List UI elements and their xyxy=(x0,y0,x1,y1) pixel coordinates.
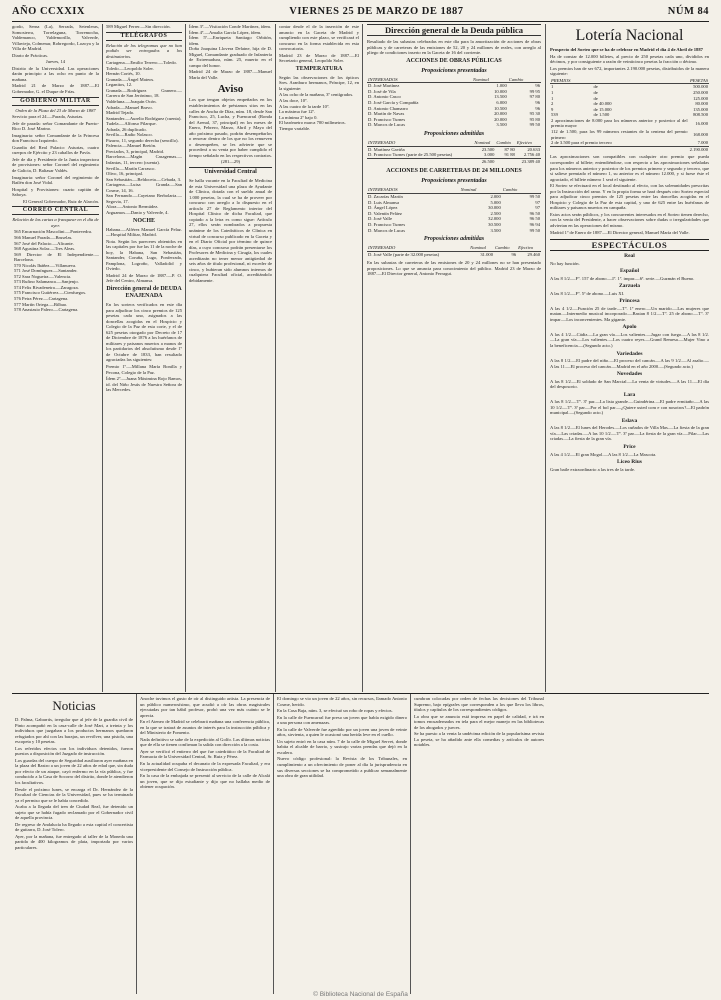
table-cell: D. José Valle xyxy=(368,216,393,222)
theatre-program: A las 8 1/2.—El lunes del Herodes.—Los cuñados de Villa Mas.—La fiesta de la gran vía.—Las criadas.—A las 10 1/2.—Tº. 3º par.—La fiesta de la gran vía.—Pilar.—Las criadas.—La fiesta de la gran vía. xyxy=(550,425,709,442)
list-item: Adrada.—Manuel Bravo. xyxy=(106,104,153,110)
theatre-name: Lara xyxy=(623,391,636,398)
section-heading-temperatura: TEMPERATURA xyxy=(295,65,343,72)
table-cell: 96 xyxy=(535,100,540,106)
table-cell: 13.500 xyxy=(494,94,507,100)
table-cell: 250.000 xyxy=(693,89,708,95)
table-subheading: Proposiciones admitidas xyxy=(423,236,485,243)
list-item: Valdeluna.—Joaquín Ocón. xyxy=(106,99,157,105)
table-row xyxy=(367,251,541,257)
table-cell: 23.500 xyxy=(481,146,495,152)
text-block: Los premios han de ser 672, importantes 2.190.000 pesetas, distribuidos de la manera siguiente: xyxy=(550,65,709,77)
text-block: Los que tengan objetos empeñados en los establecimientos de préstamos sitos en las calles de Ancha de Díaz, núm. 18, desde San Francisco, 25, Lucha, y Fuencarral (Ronda del Arenal, 37, principal) en los meses de Enero, Febrero, Marzo, Abril y Mayo del año próximo pasado, podrán desempeñarlos o renovar dentro de los que no los renueven o desempeñen, se les advierte que se procederá a su venta por haber cumplido el tiempo señalado en los respectivos contratos. xyxy=(189,97,272,158)
table-header: Efectivo xyxy=(516,140,541,146)
table-heading-carreteras: ACCIONES DE CARRETERAS DE 24 MILLONES xyxy=(386,168,522,175)
table-row xyxy=(550,129,709,140)
text-block: En las subastas de carreteras de las emisiones de 20 y 24 millones no se han presentado proposiciones. Lo que se anuncia para conocimiento del público. Madrid 23 de Marzo de 1887.—El Director general, Antonio Ferragut. xyxy=(367,260,541,277)
table-cell: 96 50 xyxy=(529,216,540,222)
text-block: Hospital y Provisiones: cuarto capitán de Saboya. xyxy=(12,186,99,198)
table-cell: D. José García y Compañía xyxy=(368,100,419,106)
table-row xyxy=(367,122,541,128)
list-item: A las doce, 10º. xyxy=(279,98,308,104)
table-cell: D. Valentín Peláez xyxy=(368,210,402,216)
text-block: Resultado de las subastas celebradas en este día para la amortización de acciones de obras públicas y de carreteras de las emisiones de 52, 20 y 24 millones de reales, con arreglo al pliego de condiciones inserto en la Gaceta de 16 del corriente. xyxy=(367,39,541,56)
list-item: La mínima 2º bajo 0. xyxy=(279,114,318,120)
text-block: En los sorteos verificados en este día para adjudicar los cinco premios de 125 pesetas cada uno, asignados a las doncellas acogidas en el Hospicio y Colegio de la Paz de esta corte, y el de 625 pesetas otorgado por Decreto de 17 de Diciembre de 1876 a los huérfanos de militares y paisanos muertos a manos de los partidarios del absolutismo desde 1º de Octubre de 1833, han resultado agraciadas las siguientes: xyxy=(106,301,182,363)
table-cell: D. Martínez Gaviña xyxy=(368,146,405,152)
list-item: 576 Petra Pérez.—Cartagena. xyxy=(14,295,69,301)
theatre-program: A las 8 1/2.—El padre del niño.—El proceso del cancán.—A las 9 1/2.—Al asalto.—A las 11.—El proceso del cancán.—Madrid en el año 2000.—(Segundo acto.) xyxy=(550,358,709,369)
list-item: Cartagena.—Emilio Terrero.—Toledo. xyxy=(106,60,177,66)
table-premios xyxy=(550,78,709,153)
table-header: INTERESADO xyxy=(367,245,469,251)
signature: El General Gobernador, Ruiz de Alarcón. xyxy=(23,198,99,204)
list-item: Adrada, 26 duplicado. xyxy=(106,126,147,132)
library-watermark: © Biblioteca Nacional de España xyxy=(313,991,408,998)
text-block: Relación de los telegramas que no han podido ser entregados a los destinatarios. xyxy=(106,42,182,59)
text-block: Diario de Prácticas. xyxy=(12,52,49,58)
text-block: Premio 1º.—Millana María Bonilla y Pecona, Colegio de la Paz. xyxy=(106,363,182,375)
table-cell: D. Marcos de Lucas xyxy=(368,122,405,128)
text-block: Nuevo código profesional: la Revista de los Tribunales, en cumplimiento a un ofrecimiento de poner al día la jurisprudencia en sus diversas secciones se ha comprometido a publicar semanalmente una obra de gran utilidad. xyxy=(277,756,407,779)
theatre-name: Liceo Rius xyxy=(617,459,642,466)
table-cell: 539 xyxy=(551,112,558,118)
table-cell: D. Marcos de Lucas xyxy=(368,227,405,233)
section-heading-deuda-enajenada: Dirección general de DEUDA ENAJENADA xyxy=(106,285,182,299)
column-4 xyxy=(275,24,362,692)
table-cell: 168.000 xyxy=(693,131,708,137)
table-cell: 2.000 xyxy=(490,193,501,199)
list-item: Sevilla.—Martín Carrasco. xyxy=(106,165,156,171)
table-cell: D. Antonio Casco xyxy=(368,94,401,100)
section-heading-espectaculos: ESPECTÁCULOS xyxy=(550,239,709,251)
table-cell: D. Martín de Navas xyxy=(368,111,405,117)
signature: Madrid 21 de Marzo de 1887.—El Gobernador, G. el Duque de Frías. xyxy=(12,83,99,95)
table-cell: 96 50 xyxy=(529,210,540,216)
table-cell: 99 50 xyxy=(529,227,540,233)
table-cell: 96 xyxy=(511,251,517,257)
list-item: 571 José Domínguez.—Santander. xyxy=(14,268,78,274)
table-cell: D. José Valle (parte de 32.000 pesetas) xyxy=(368,251,440,257)
theatre-program: A las 4 1/2.—Función 25 de tarde.—Tº. 1º enero.—Un marido.—Las mujeres que matan.—Intermedio musical incorporado.—Bastan 8 1/2.—Tº. 25 de abono.—Tº. 3º impar.—Los inconvenientes. Ma gigante. xyxy=(550,305,709,322)
table-cell: 26.500 xyxy=(473,158,495,164)
signature: Madrid 24 de Marzo de 1887.—P. O. Jefe del Centro, Almansa. xyxy=(106,272,182,284)
theatre-name: Variedades xyxy=(616,350,643,357)
list-item: 575 Francisco Gutiérrez.—Cienfuegos. xyxy=(14,290,87,296)
table-cell: 96 94 xyxy=(529,221,540,227)
section-heading-noche: NOCHE xyxy=(132,217,155,224)
theatre-name: Princesa xyxy=(619,298,640,305)
masthead-issue-number: NÚM 84 xyxy=(667,6,709,17)
table-cell: 2 de 3.500 para el premio tercero xyxy=(551,140,612,146)
table-cell: 2 aproximaciones de 8.000 para los números anterior y posterior al del premio mayor xyxy=(551,117,688,129)
column-1 xyxy=(12,24,102,692)
text-block: En la Casa Baja, núm. 3, se efectuó un robo de ropas y efectos. xyxy=(277,708,393,714)
list-item: 570 Nicolás Ibáñez.—Villanueva. xyxy=(14,262,77,268)
table-cell: 30.500 xyxy=(488,221,501,227)
table-cell: 2.756 40 xyxy=(523,152,540,158)
text-block: Ayer, por la mañana, fue entregado al taller de la Moneda una partida de 400 kilogramos de plata, importada por varios particulares. xyxy=(15,833,133,851)
list-item: Hernán Cortés, 10. xyxy=(106,71,141,77)
column-news-3 xyxy=(273,694,410,994)
table-cell: 3.500 xyxy=(490,227,501,233)
section-heading-noticias: Noticias xyxy=(52,698,96,713)
list-item: Pizarro, 11, segundo derecha (sencillo). xyxy=(106,137,179,143)
table-cell: 112 de 1.500, para los 99 números restantes de la centena del premio primero xyxy=(551,129,688,140)
table-cell: 10.000 xyxy=(494,88,507,94)
table-row xyxy=(367,228,541,234)
list-item: Ídem 5º.—Enriqueta Santiago Orbitón, ídem. xyxy=(189,35,272,46)
table-header: Cambio xyxy=(502,187,541,193)
table-cell: de xyxy=(593,89,598,95)
table-cell: 7.000 xyxy=(697,140,708,146)
text-block: Nada definitivo se sabe de la expedición al Golfo. Las últimas noticias que de ella se tienen confirman la salida con dirección a la costa. xyxy=(140,736,270,748)
list-item: Arguamos.—Danio y Valverde, 4. xyxy=(106,209,169,215)
table-cell: 96 xyxy=(535,83,540,89)
table-total-row xyxy=(367,158,541,164)
text-block: En el Ateneo de Madrid se celebrará mañana una conferencia pública, en la que se tratará de asuntos de interés para la instrucción pública y del Ministerio de Fomento. xyxy=(140,719,270,736)
text-block: Orden de la Plaza del 23 de Marzo de 1887 xyxy=(15,107,96,113)
list-item: Barcelona.—Magín Casagemas.—Infantas, 11, tercero (cuenta). xyxy=(106,154,182,166)
list-item: Leganitos, 12. xyxy=(106,82,133,88)
table-cell: 1.000 xyxy=(496,83,507,89)
table-header: Cambio xyxy=(508,77,541,83)
table-subheading: Proposiciones presentadas xyxy=(421,67,487,74)
list-item: 566 Manuel Parada.—Bruselas. xyxy=(14,234,73,240)
table-cell: 95 80 xyxy=(529,116,540,122)
table-cell: D. Luis Almansa xyxy=(368,199,400,205)
text-block: Un sujeto entró en la casa núm. 7 de la calle de Miguel Servet, donde habita el alcalde de barrio, y sustrajo varias prendas que dejó en la escalera. xyxy=(277,738,407,755)
table-cell: 32.000 xyxy=(488,216,501,222)
text-block: Servicio para el 24.—Parada, Asturias. xyxy=(12,114,84,120)
list-item: Tudela.—Alfonso Pilarque. xyxy=(106,121,157,127)
table-heading-obras: ACCIONES DE OBRAS PÚBLICAS xyxy=(406,57,502,64)
text-block: En la casa de la embajada se presentó al servicio de la calle de Alcalá un joven, que se dijo estudiante y dijo que no hallaba medio de obtener ocupación. xyxy=(140,773,270,790)
theatre-name: Price xyxy=(623,444,636,450)
text-block: Estos actos serán públicos, y los concurrentes interesados en el Sorteo tienen derecho, con la venia del Presidente, a hacer observaciones sobre dudas o irregularidades que adviertan en las operaciones del mismo. xyxy=(550,211,709,229)
text-block: Ha de constar de 12.000 billetes, al precio de 250 pesetas cada uno, divididos en décimos, y por consiguiente a razón de veinticinco pesetas la fracción o décimo. xyxy=(550,53,709,65)
table-cell: 29.460 xyxy=(527,251,540,257)
table-header: Nominal xyxy=(473,140,495,146)
section-heading-telegrafos: TELÉGRAFOS xyxy=(106,32,182,41)
list-item: Ídem 3º.—Visitación Conde Martínez, ídem. xyxy=(189,24,272,29)
table-cell: 97 xyxy=(535,199,540,205)
table-cell: 91 88 xyxy=(504,152,515,158)
list-item: Toledo.—Leopoldo Soler. xyxy=(106,65,154,71)
letters-list xyxy=(14,229,99,312)
table-cell: 20.000 xyxy=(494,116,507,122)
table-cell: 1 xyxy=(551,95,554,101)
theatre-program: No hay función. xyxy=(550,260,580,266)
table-obras-presentadas xyxy=(367,77,541,128)
table-cell: 99 50 xyxy=(529,122,540,128)
section-heading-loteria: Lotería Nacional xyxy=(575,27,684,44)
list-item: La máxima fue 12º. xyxy=(279,109,316,115)
signature: Madrid 23 de Marzo de 1887.—El Secretario general, Leopoldo Soler. xyxy=(279,52,359,64)
column-3 xyxy=(185,24,275,692)
table-obras-admitidas xyxy=(367,140,541,164)
text-block: Las aproximaciones son compatibles con cualquier otro premio que pueda corresponder al billete; entendiéndose, con respecto a las aproximaciones señaladas para los números anterior y posterior de los premios primero y segundo y tercero, que si saliese premiado el número 1, su anterior es el número 12.000, y si fuese éste el agraciado, el billete número 1 será el siguiente. xyxy=(550,154,709,182)
telegram-list xyxy=(106,60,182,215)
text-block: Jefe de parada: señor Comandante de Puerto-Rico D. José Marino. xyxy=(12,120,99,132)
text-block: El Sorteo se efectuará en el local destinado al efecto, con las solemnidades prescritas por la Instrucción del ramo. Y en la propia forma se hará después otro Sorteo especial para adjudicar cinco premios de 125 pesetas entre las doncellas acogidas en el Hospicio y Colegio de la Paz de esta capital, y uno de 625 entre las huérfanas de militares y paisanos muertos en campaña. xyxy=(550,183,709,211)
table-cell: 95 30 xyxy=(529,111,540,117)
table-cell: 808.500 xyxy=(693,112,708,118)
table-header: Cambio xyxy=(494,245,517,251)
table-header: Nominal xyxy=(460,187,502,193)
table-header: Nominal xyxy=(472,77,508,83)
section-heading-gobierno-militar: GOBIERNO MILITAR xyxy=(12,97,99,106)
table-header: INTERESADOS xyxy=(367,77,472,83)
table-subheading: Proposiciones admitidas xyxy=(423,130,485,137)
table-header: Nominal xyxy=(469,245,494,251)
section-heading-aviso: Aviso xyxy=(217,83,244,96)
table-cell: de 40.000 xyxy=(593,101,612,107)
text-block: De regreso de Andalucía ha llegado a esta capital el concertista de guitarra, D. José Tolero. xyxy=(15,821,133,833)
list-item: El barómetro marca 700 milímetros. xyxy=(279,120,346,126)
column-news-2 xyxy=(136,694,273,994)
list-item: 574 Felix Rivadeneira.—Zaragoza. xyxy=(14,284,79,290)
table-cell: 96 xyxy=(535,105,540,111)
table-cell: D. Antonio Chamarro xyxy=(368,105,408,111)
table-carreteras-admitidas xyxy=(367,245,541,257)
theatre-program: A las 8 1/2.—Tº. 3º par.—La lista grande.—Guindérina.—El padre ermitaño.—A las 10 1/2.—Tº. 3ª par.—Por el bol par.—¿Quiere usted com e con nosotros?—El padrón municipal.—(Segundo acto.) xyxy=(550,399,709,416)
table-cell: 99 95 xyxy=(529,88,540,94)
list-item: Tiempo variable. xyxy=(279,125,311,131)
text-block: Doña Joaquina Llovera Delaine, hija de D. Miguel, Comandante graduado de Infantería de Extremadura, núm. 25, muerto en el campo del honor. xyxy=(189,46,272,68)
table-cell: D. Francisco Turnes xyxy=(368,221,406,227)
table-cell: 500.000 xyxy=(693,84,708,90)
list-item: 572 Sara Nogueira.—Valencia. xyxy=(14,273,72,279)
list-item: 568 Agustina Solar.—Tres Aleas. xyxy=(14,246,76,252)
section-heading-deuda-publica: Dirección general de la Deuda pública xyxy=(367,24,541,36)
masthead-date: VIERNES 25 DE MARZO DE 1887 xyxy=(289,6,464,17)
list-item: 577 Martín Ortega.—Bilbao. xyxy=(14,301,68,307)
text-block: Imaginaria: señor Coronel del regimiento de Bailén don José Vidal. xyxy=(12,174,99,186)
table-cell: 2.190.000 xyxy=(689,146,708,152)
newspaper-page xyxy=(12,6,709,991)
list-item: Madrid Tejado. xyxy=(106,110,135,116)
text-block: Distrito de la Universidad. Las operaciones darán principio a las ocho en punto de la mañana. xyxy=(12,65,99,82)
table-header: Efectivo xyxy=(517,245,541,251)
theatre-program: A las 8 1/2.—Fº. 5ª de abono.—Luis XI. xyxy=(550,290,625,296)
text-block: D. Palma, Gabarrús, irregular que al jefe de la guardia civil de Pinto acompañó en la casa-calle de José Mari, a treinta y los individuos que juzgaban a los productos hermanos quedaron refugiados por ahí con las barajas, un revólver, una pistola, una escopeta y 10 pesetas. xyxy=(15,717,133,745)
top-section xyxy=(12,24,709,692)
text-block: Guardia del Real Palacio: Asturias, cuatro cuerpos de Ejército y 23 caballos de Pavía. xyxy=(12,144,99,156)
text-block: Según las observaciones de los ópticos Sres. Aranburo hermanos, Príncipe, 12, en la siguiente: xyxy=(279,74,359,91)
text-block: Se halla vacante en la Facultad de Medicina de esta Universidad una plaza de Ayudante de Clínica, dotada con el sueldo anual de 1.000 pesetas, la cual se ha de proveer por concurso con arreglo a lo dispuesto en el artículo 27 de Reglamento interior del Hospital Clínico de dicha Facultad, que copiado a la letra es como sigue: Artículo 27, ellos serán nombrados a propuesta unánime de los Catedráticos de Clínica en virtud de concurso publicado en la Gaceta y en el Diario Oficial por término de quince días, a cuyo concurso podrán presentarse los Profesores de Medicina y Cirugía, los cuales acreditarán no tener menor antigüedad de seis años de título profesional, ni exceder de cinco, y hubieran sido alumnos internos de cualquiera Facultad oficial, acreditándolo debidamente. xyxy=(189,178,272,283)
notice-code: (281—29) xyxy=(220,159,241,165)
table-cell: 3.500 xyxy=(496,122,507,128)
theatre-listing xyxy=(550,253,709,472)
list-item: San Sebastián.—Beldoceta.—Cebada, 3. xyxy=(106,176,182,182)
list-item: Ídem 4º.—Amalia García López, ídem. xyxy=(189,29,262,35)
column-news-4 xyxy=(410,694,547,994)
theatre-program: A las 4 1/2.—El gran Mogol.—A las 8 1/2.—La Mascota. xyxy=(550,451,657,457)
section-heading-correo-central: CORREO CENTRAL xyxy=(12,206,99,215)
list-item: 573 Rufino Salamanca.—Sanjenjo. xyxy=(14,279,79,285)
text-block: Jefe de día y Presidente de la Junta inspectora de provisiones: señor Coronel del regimiento de Galicia, D. Baltasar Valdés. xyxy=(12,156,99,174)
table-cell: 3.000 xyxy=(484,152,495,158)
table-cell: 1 xyxy=(551,84,554,90)
signature: Madrid 1º de Enero de 1887.—El Director general, Manuel María del Valle. xyxy=(550,229,690,235)
table-total-row xyxy=(550,146,709,152)
table-cell: D. Francisco Turnes xyxy=(368,116,406,122)
list-item: Palencia.—Manuel Bretón. xyxy=(106,143,157,149)
list-item: 578 Anastasio Palero.—Cartagena. xyxy=(14,307,79,313)
theatre-program: A las 8 1/2.—El soldado de San Marcial.—La venta de virtudes.—A las 11.—El día del desposorio. xyxy=(550,378,709,390)
table-cell: 16.000 xyxy=(695,120,708,126)
text-block: La obra que se anuncia está impresa en papel de calidad, e irá en tomos encuadernados en tela para el mejor manejo en las bibliotecas de los abogados y jueces. xyxy=(414,713,544,730)
table-header: INTERESADO xyxy=(367,140,473,146)
table-cell: 80.000 xyxy=(695,101,708,107)
table-cell: 97 xyxy=(535,205,540,211)
list-item: 569 Director de El Independiente.—Barcelona. xyxy=(14,251,99,263)
table-cell: de 15.000 xyxy=(593,106,612,112)
text-block: Nota. Según los pareceres obtenidos en las capitales por fue las 11 de la noche de hoy, la Habana, San Sebastián, Santander, Coruña, Lugo, Ponferrada, Pamplona, Logroño, Valladolid y Oviedo. xyxy=(106,238,182,272)
table-cell: 30.000 xyxy=(488,205,501,211)
masthead-year: AÑO CCXXIX xyxy=(12,6,85,17)
list-item: 567 José del Palacio.—Alicante. xyxy=(14,240,74,246)
table-cell: 87 80 xyxy=(504,146,515,152)
text-block: contar desde el de la inserción de este anuncio en la Gaceta de Madrid y cumpliendo con este plazo, se verificará el concurso en la forma establecida en esta convocatoria. xyxy=(279,24,359,52)
text-block: cumbran colocadas por orden de fechas las decisiones del Tribunal Supremo, bajo epígrafes que corresponden a los que lleva los libros, títulos y capítulos de los correspondientes códigos. xyxy=(414,696,544,713)
table-header: INTERESADOS xyxy=(367,187,460,193)
theatre-name: Zarzuela xyxy=(618,283,641,290)
column-deuda-publica xyxy=(362,24,545,692)
table-row xyxy=(550,118,709,129)
table-header: PREMIOS xyxy=(550,78,689,84)
text-block: Anoche tuvimos el gusto de oír al distinguido artista. La presencia de un público numerosísimo, que acudió a oír las obras magistrales ejecutadas por tan hábil profesor, probó una vez más cuánto se le aprecia. xyxy=(140,696,270,718)
text-block: Se ha puesto a la venta la undécima edición de la popularísima revista La peseta, se ha añadido ante ella comedias y artículos de autores notables. xyxy=(414,731,544,748)
table-cell: D. Francisco Turnes (parte de 25.500 pesetas) xyxy=(368,152,453,158)
text-block: Ídem 2º.—Juana Máximina Rojo Ramos, id. del Niño Jesús de Nuestra Señora de las Mercedes. xyxy=(106,376,182,393)
theatre-program: A las 4 1/2.—Cádiz.—La gran vía.—Los valientes.—Jugar con fuego.—A las 8 1/2.—La gran vía.—Los valientes.—Los cuatro reyes.—Grand Remesa.—Mujer Vino a la beneficencia.—(Segundo acto.) xyxy=(550,331,709,348)
table-subheading: Proposiciones presentadas xyxy=(421,178,487,185)
table-cell: de xyxy=(593,95,598,101)
table-cell: D. Ángel López xyxy=(368,205,398,211)
column-loteria xyxy=(545,24,709,692)
table-cell: D. José de Vila xyxy=(368,88,396,94)
signature: Madrid 24 de Marzo de 1887.—Manuel María del Valle. xyxy=(189,69,272,80)
table-header: PESETAS xyxy=(689,77,708,83)
table-cell: 1 xyxy=(551,89,554,95)
list-item: Olivo, 16, principal. xyxy=(106,171,144,177)
theatre-name: Novedades xyxy=(616,371,643,378)
list-item: A las cuatro de la tarde 10º. xyxy=(279,103,330,109)
text-block: Relación de las cartas a franquear en el día de ayer. xyxy=(12,217,99,228)
theatre-name: Apolo xyxy=(622,324,637,331)
section-heading-universidad: Universidad Central xyxy=(189,167,272,176)
table-cell: 125.000 xyxy=(693,95,708,101)
table-carreteras-presentadas xyxy=(367,187,541,233)
list-item: Santander.—Aurelio Rodríguez (cuenta). xyxy=(106,115,182,121)
table-cell: 2.500 xyxy=(490,210,501,216)
table-cell: D. Zacarías Martín xyxy=(368,193,403,199)
table-cell: de xyxy=(593,84,598,90)
column-2 xyxy=(102,24,185,692)
list-item: 565 Encarnación Mascolini.—Pontevedra. xyxy=(14,229,93,235)
table-cell: 135.000 xyxy=(693,106,708,112)
list-item: A las ocho de la mañana, 3º centígrados. xyxy=(279,92,354,98)
text-block: Jueves, 14 xyxy=(45,59,66,65)
theatre-name: Eslava xyxy=(621,417,638,424)
table-cell: 31.000 xyxy=(480,251,494,257)
text-block: gordo, Serna (La), Serrada, Setenleras, Somosierra, Torrelaguna, Torremocha, Valdemanco, Valdemorillo, Valverde, Villavieja, Colmenar, Robregordo, Lozoya y la Villa de Madrid. xyxy=(12,24,99,52)
masthead xyxy=(12,6,709,22)
text-block: Imaginaria: señor Comandante de la Princesa don Francisco Izquierdo. xyxy=(12,132,99,144)
bottom-section xyxy=(12,693,709,994)
column-noticias xyxy=(12,694,136,994)
table-header: Cambio xyxy=(495,140,515,146)
text-block: Los guardas del cuerpo de Seguridad auxiliaron ayer mañana en la plaza del Rastro a un joven de 22 años de edad que, sin duda por efecto de un ataque, cayó enfermo en la vía pública, y fue conducido a la Casa de Socorro del distrito, donde le atendieron los facultativos. xyxy=(15,757,133,786)
table-cell: 97 80 xyxy=(529,94,540,100)
table-cell: 10.500 xyxy=(494,105,507,111)
text-block: En la calle de Valverde fue agredido por un joven una joven de veinte años, sirvienta, a quien le ocasionó una herida leve en el cuello. xyxy=(277,726,407,738)
theatre-program: Gran baile extraordinario a las tres de la tarde. xyxy=(550,466,636,472)
table-cell: 99 50 xyxy=(529,193,540,199)
table-cell: 5.000 xyxy=(490,199,501,205)
list-item: Granada.—Ángel Mateos. xyxy=(106,76,155,82)
table-cell: 2 xyxy=(551,101,554,107)
list-item: Preciados, 3, principal, Madrid. xyxy=(106,148,165,154)
theatre-program: A las 8 1/2.—Fº. 157 de abono.—Iº. 1º. impar.—6ª. serie.—Guzmán el Bueno. xyxy=(550,275,695,281)
list-item: Cartagena.—Luisa Granda.—San Cosme, 14, 16. xyxy=(106,182,182,193)
list-item: Granada.—Rodríguez Granero.—Carrera de San Jerónimo, 18. xyxy=(106,87,182,99)
table-cell: 9 xyxy=(551,106,554,112)
text-block: Acaba a la llegada del tren de Ciudad Real, fue detenido un sujeto que se había fugado reclamado por el Gobernador civil de aquella provincia. xyxy=(15,804,133,821)
text-block: Prospecto del Sorteo que se ha de celebrar en Madrid el día 4 de Abril de 1887 xyxy=(550,47,703,52)
table-cell: 20.000 xyxy=(494,111,507,117)
table-cell: D. José Martínez xyxy=(368,83,400,89)
text-block: 589 Miguel Ferrer.—Sin dirección. xyxy=(106,24,171,29)
theatre-name: Español xyxy=(620,268,639,275)
list-item: Alora.—Antonio Bermúdez. xyxy=(106,204,159,210)
table-cell: 20.633 xyxy=(527,146,540,152)
text-block: En la calle de Fuencarral fue preso un joven que había exigido dinero a una persona con amenazas. xyxy=(277,714,407,726)
table-cell: 23.389 40 xyxy=(516,158,541,164)
table-cell: de 1.500 xyxy=(593,112,610,118)
text-block: El domingo se vio un joven de 22 años, sin recursos, llamado Antonio Cosme, herido. xyxy=(277,696,407,707)
text-block: Habana.—Alférez Manuel García Pelaz.—Hospital Militar, Madrid. xyxy=(106,226,182,238)
table-cell: 6.000 xyxy=(496,100,507,106)
list-item: Sevilla.—Radio Nolasco. xyxy=(106,132,153,138)
text-block: Desde el próximo lunes, se encarga el Dr. Hernández de la Facultad de Ciencias de la Universidad, pues se ha terminado ya el permiso que se le había concedido. xyxy=(15,786,133,803)
list-item: San Fernando.—Cayetano Berbolaria.—Segovia, 17. xyxy=(106,193,182,204)
theatre-name: Real xyxy=(624,253,635,260)
text-block: Ayer se verificó el entierro del que fue catedrático de la Facultad de Farmacia de la Universidad Central, Sr. Ruiz y Pérez. xyxy=(140,748,270,760)
text-block: Los referidos efectos con los individuos detenidos, fueron puestos a disposición del Juzgado de instrucción. xyxy=(15,745,133,757)
text-block: En la actualidad ocupaba el decanato de la expresada Facultad, y era vicepresidente del Consejo de Instrucción pública. xyxy=(140,761,270,772)
